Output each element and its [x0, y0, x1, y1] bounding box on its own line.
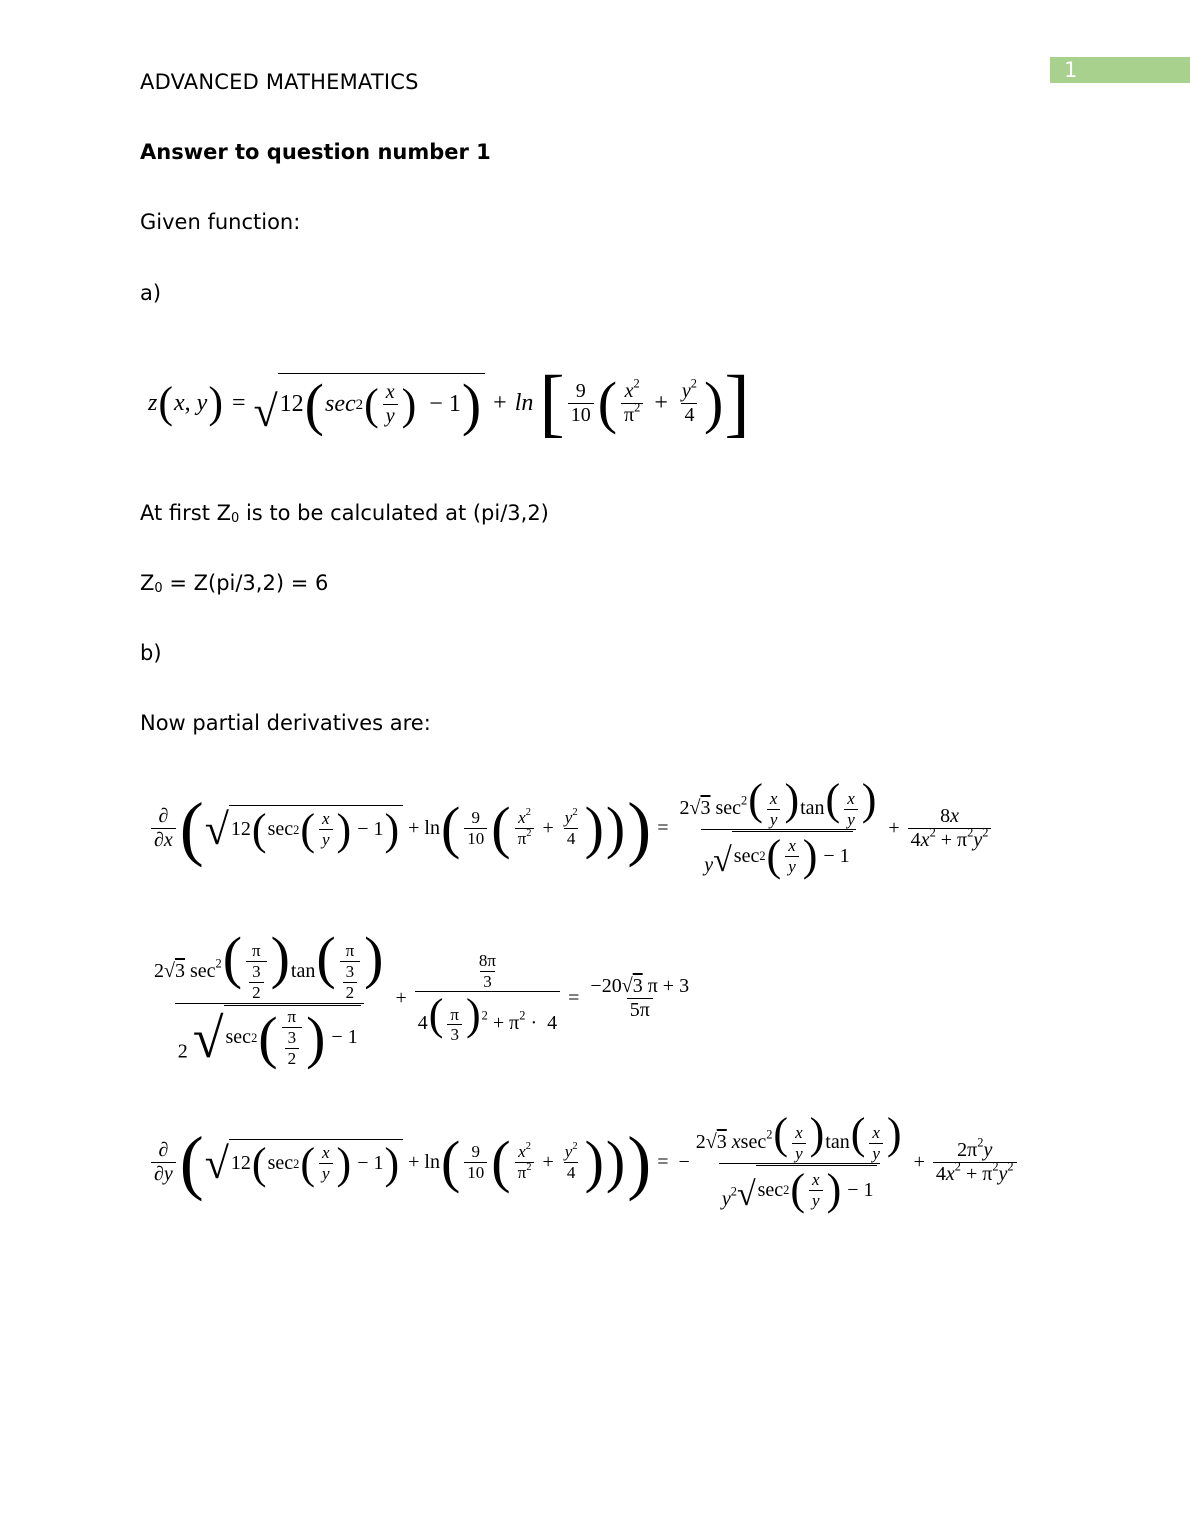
document-header-title: ADVANCED MATHEMATICS	[140, 70, 419, 94]
equation-function-z: z ( x , y ) = √ 12 ( sec 2 ( $\frac{x}{y}$ ) − 1 ) + ln [ $\frac{9}{10}$ ( $\frac{x^2}{\pi^2}$ + $\frac{y^2}{4}$ ) ]	[148, 361, 750, 445]
z0-intro-text: At first Z0 is to be calculated at (pi/3,2)	[140, 501, 549, 526]
equation-partial-x-evaluated: 2√3 $\sec^2$( $\frac{\pi}{\frac{3}{2}}$ )tan( $\frac{\pi}{\frac{3}{2}}$ ) 2 √ sec 2 ( $\frac{\pi}{\frac{3}{2}}$ ) − 1 + $\frac{8\pi}{3}$ 4( $\frac{\pi}{3}$ )$^2 + \pi^2 \cdot 4$ = $\frac{-20√3 \pi + 3}{5\pi}$	[154, 924, 690, 1071]
equation-partial-x: $\frac{\partial}{\partial x}$ ( √ 12 ( sec 2 ( $\frac{x}{y}$ ) − 1 ) + ln ( $\frac{9}{10}$ ( $\frac{x^2}{\pi^2}$ + $\frac{y^2}{4}$ ) ) ) = 2√3 $\sec^2$( $\frac{x}{y}$ )tan( $\frac{x}{y}$ ) y √ sec 2 ( $\frac{x}{y}$ ) − 1 + $\frac{8x}{4x^2 + \pi^2y^2}$	[148, 776, 994, 880]
part-b-label: b)	[140, 641, 162, 665]
page-number: 1	[1050, 57, 1190, 83]
z0-value-text: Z0 = Z(pi/3,2) = 6	[140, 571, 329, 596]
equation-partial-y: $\frac{\partial}{\partial y}$ ( √ 12 ( sec 2 ( $\frac{x}{y}$ ) − 1 ) + ln ( $\frac{9}{10}$ ( $\frac{x^2}{\pi^2}$ + $\frac{y^2}{4}$ ) ) ) = − 2√3 xsec$^2$( $\frac{x}{y}$ )tan( $\frac{x}{y}$ ) $y^2$ √ sec 2 ( $\frac{x}{y}$ ) − 1 + $\frac{2\pi^2y}{4x^2 + \pi^2y^2}$	[148, 1110, 1020, 1214]
part-a-label: a)	[140, 281, 162, 305]
partial-derivatives-text: Now partial derivatives are:	[140, 711, 431, 735]
given-function-text: Given function:	[140, 210, 301, 234]
answer-heading: Answer to question number 1	[140, 140, 491, 164]
